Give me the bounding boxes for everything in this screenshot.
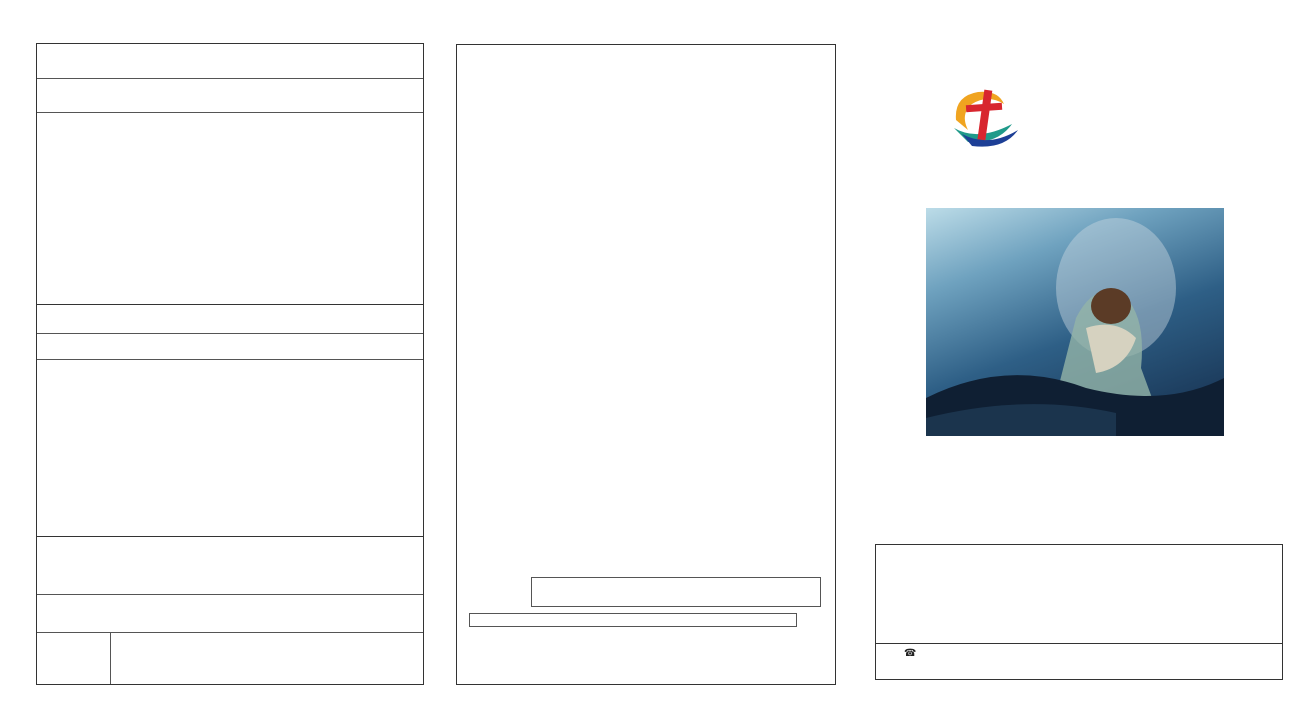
phone-icon: ☎ <box>904 648 917 659</box>
vertical-contact <box>838 520 850 720</box>
prayer-painting <box>926 208 1224 436</box>
divider <box>37 536 423 537</box>
divider <box>37 112 423 113</box>
cover-panel <box>860 40 1290 720</box>
divider <box>37 304 423 305</box>
registration-title <box>470 614 797 627</box>
announcement-panel <box>456 44 836 685</box>
registration-table <box>469 613 797 626</box>
address-line <box>898 648 916 659</box>
divider <box>37 594 423 595</box>
divider <box>37 359 423 360</box>
afternoon-subheader <box>47 84 413 102</box>
dawn-title-line <box>87 544 91 566</box>
divider <box>37 78 423 79</box>
worship-order-panel <box>36 43 424 685</box>
church-info-box <box>875 544 1283 680</box>
church-logo-icon <box>948 84 1028 150</box>
dawn-label-cell <box>37 632 111 684</box>
divider <box>37 333 423 334</box>
pastor-line <box>986 549 992 561</box>
announcement-header <box>473 51 483 69</box>
wednesday-subheader <box>47 339 413 357</box>
offering-box <box>531 577 821 607</box>
divider <box>876 643 1282 644</box>
